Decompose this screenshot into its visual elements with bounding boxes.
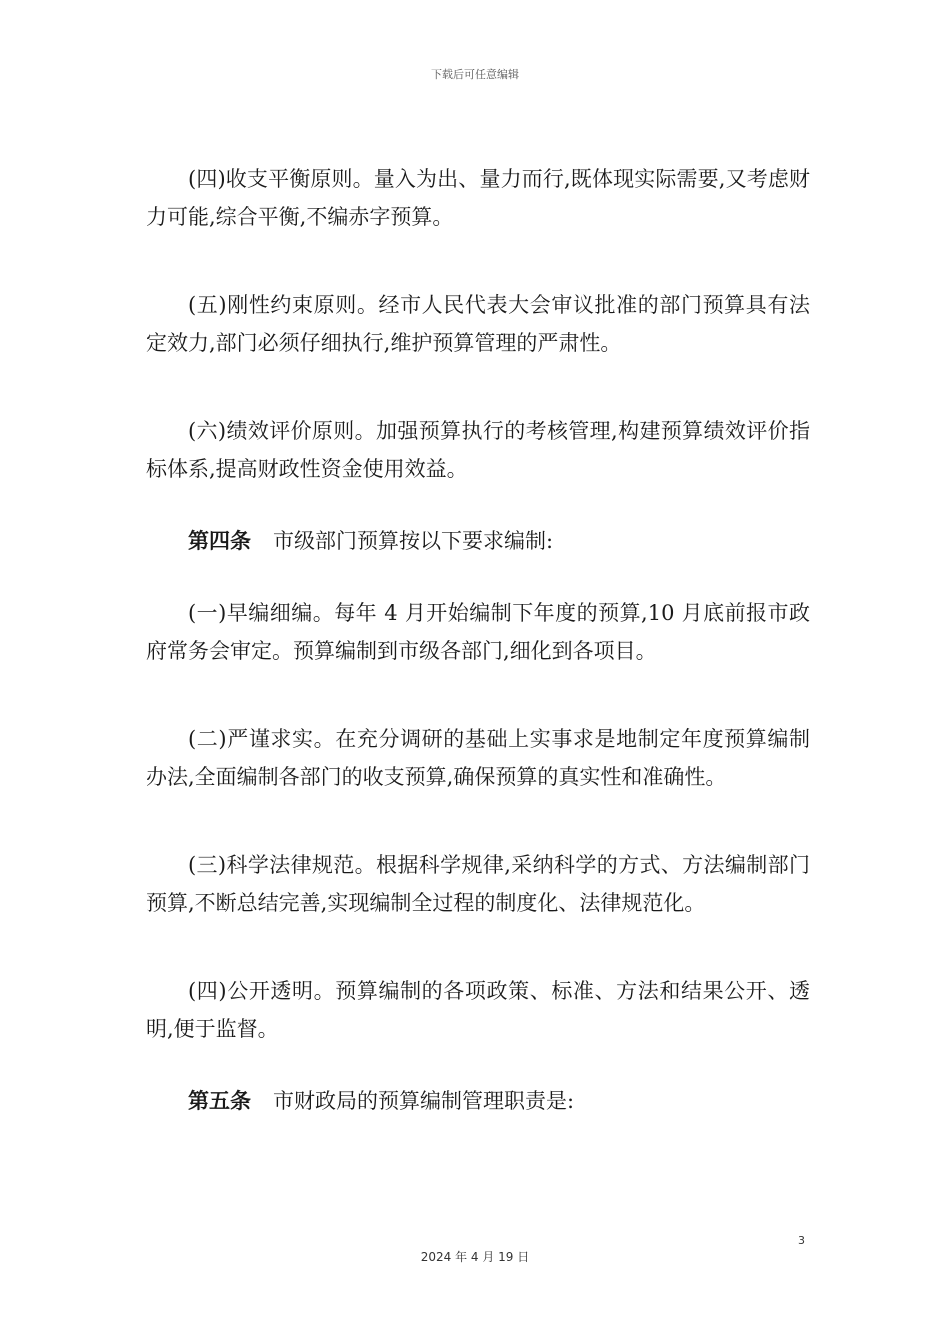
article-number: 第四条 (188, 529, 251, 553)
article-text: 市级部门预算按以下要求编制: (273, 529, 554, 553)
paragraph-text: (四)公开透明。预算编制的各项政策、标准、方法和结果公开、透明,便于监督。 (146, 979, 810, 1041)
paragraph-text: (四)收支平衡原则。量入为出、量力而行,既体现实际需要,又考虑财力可能,综合平衡,不编赤字预算。 (146, 167, 810, 229)
article-number: 第五条 (188, 1089, 251, 1113)
paragraph-text: (一)早编细编。每年 4 月开始编制下年度的预算,10 月底前报市政府常务会审定。预算编制到市级各部门,细化到各项目。 (146, 601, 810, 663)
footer-date: 2024 年 4 月 19 日 (420, 1250, 530, 1264)
paragraph-balance-principle (146, 160, 810, 236)
article-five (146, 1082, 810, 1120)
paragraph-text: (六)绩效评价原则。加强预算执行的考核管理,构建预算绩效评价指标体系,提高财政性资金使用效益。 (146, 419, 810, 481)
paragraph-text: (三)科学法律规范。根据科学规律,采纳科学的方式、方法编制部门预算,不断总结完善,实现编制全过程的制度化、法律规范化。 (146, 853, 810, 915)
paragraph-rigid-constraint-principle (146, 286, 810, 362)
paragraph-early-detailed (146, 594, 810, 670)
article-four (146, 522, 810, 560)
article-text: 市财政局的预算编制管理职责是: (273, 1089, 575, 1113)
document-body (146, 160, 810, 1170)
page-header: 下载后可任意编辑 (431, 68, 519, 81)
page-number: 3 (798, 1234, 805, 1247)
paragraph-transparent (146, 972, 810, 1048)
paragraph-text: (二)严谨求实。在充分调研的基础上实事求是地制定年度预算编制办法,全面编制各部门的收支预算,确保预算的真实性和准确性。 (146, 727, 810, 789)
paragraph-text: (五)刚性约束原则。经市人民代表大会审议批准的部门预算具有法定效力,部门必须仔细执行,维护预算管理的严肃性。 (146, 293, 810, 355)
paragraph-scientific (146, 846, 810, 922)
paragraph-performance-principle (146, 412, 810, 488)
paragraph-rigorous (146, 720, 810, 796)
